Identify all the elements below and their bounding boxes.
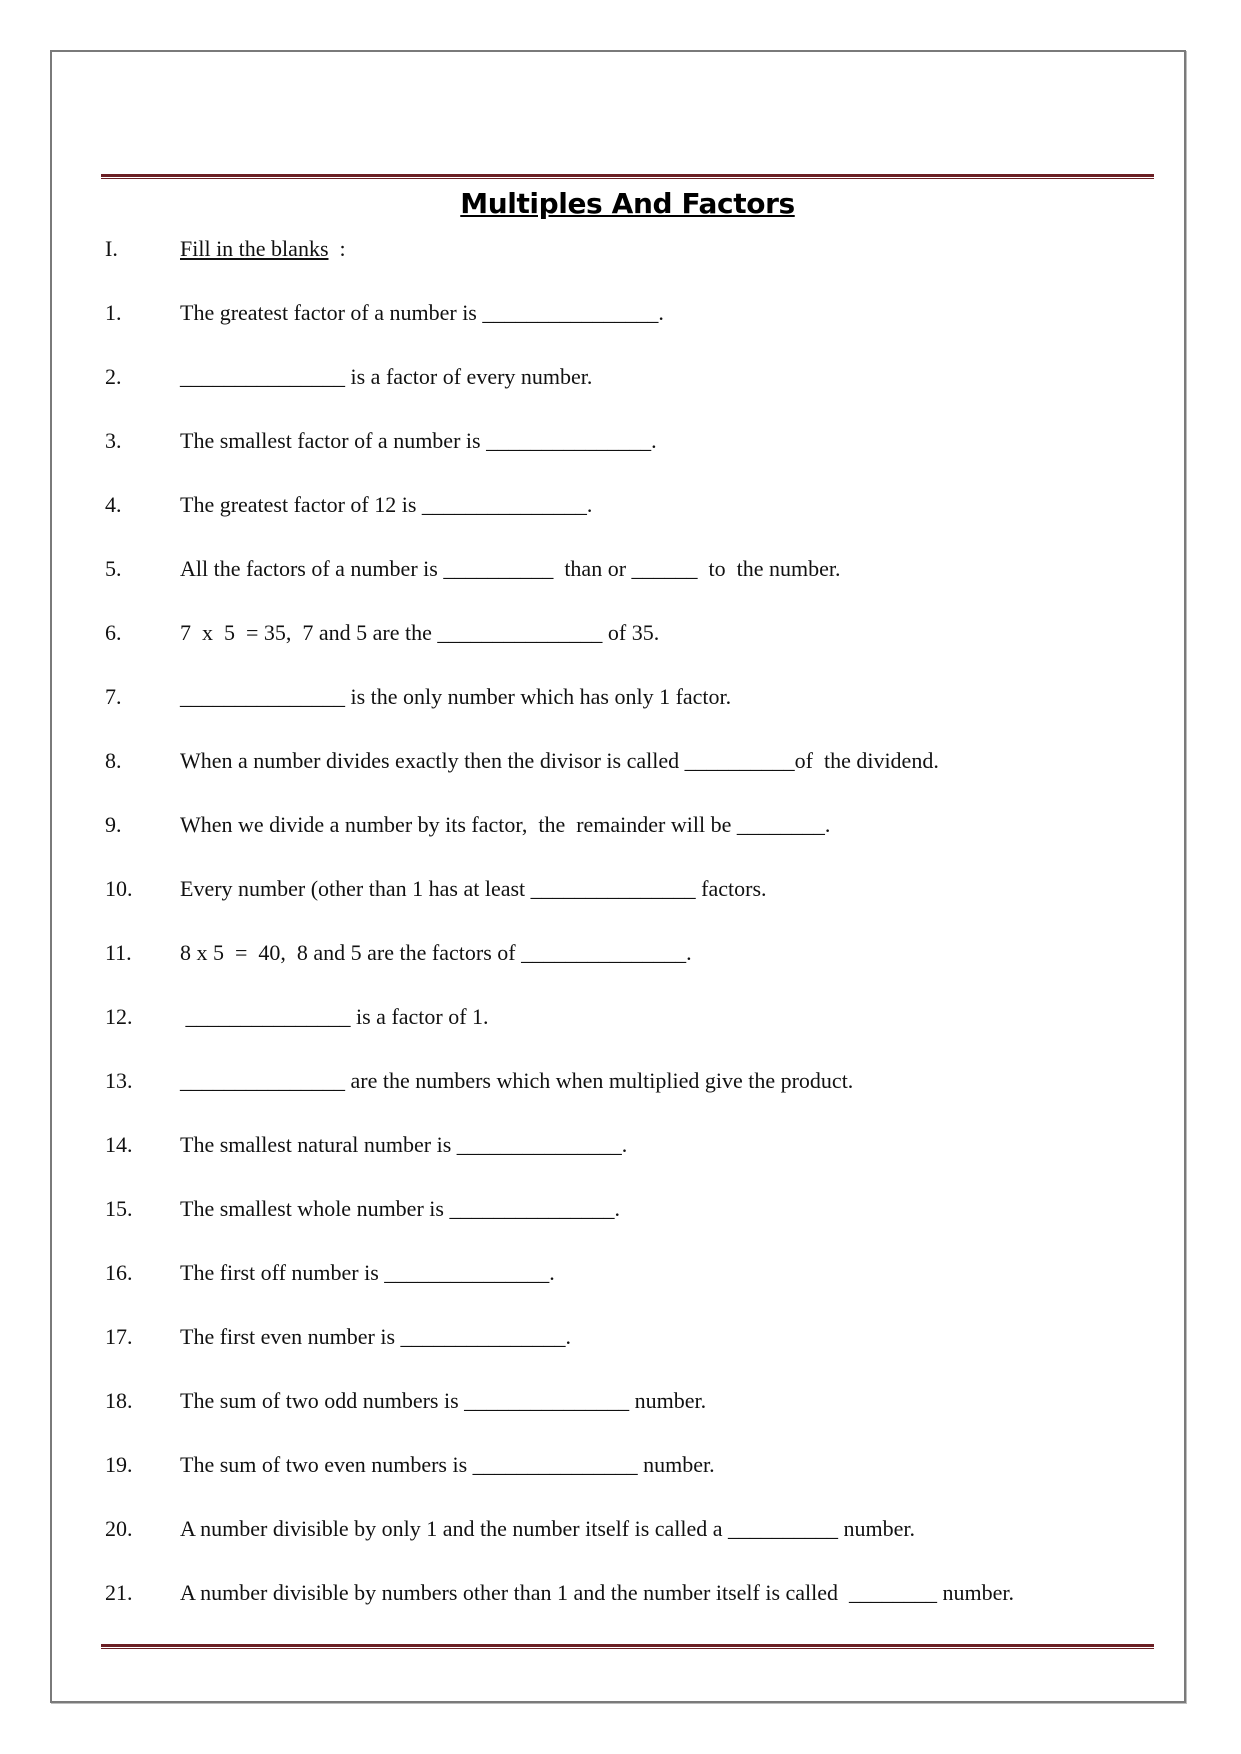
- question-text: Every number (other than 1 has at least _______________ factors.: [180, 876, 767, 901]
- question-text: The smallest factor of a number is _______________.: [180, 428, 657, 453]
- question-text: When we divide a number by its factor, the remainder will be ________.: [180, 812, 831, 837]
- question-text: The greatest factor of 12 is _______________.: [180, 492, 593, 517]
- question-number: 13.: [105, 1068, 133, 1093]
- question-text: _______________ is a factor of 1.: [180, 1004, 489, 1029]
- question-item: [105, 1004, 1165, 1068]
- question-item: [105, 300, 1165, 364]
- question-number: 15.: [105, 1196, 133, 1221]
- question-item: [105, 1260, 1165, 1324]
- question-item: [105, 556, 1165, 620]
- question-item: [105, 1452, 1165, 1516]
- question-item: [105, 1068, 1165, 1132]
- question-text: A number divisible by numbers other than 1 and the number itself is called ________ number.: [180, 1580, 1015, 1605]
- question-item: [105, 492, 1165, 556]
- question-text: When a number divides exactly then the divisor is called __________of the dividend.: [180, 748, 939, 773]
- question-number: 20.: [105, 1516, 133, 1541]
- question-number: 2.: [105, 364, 122, 389]
- question-number: 1.: [105, 300, 122, 325]
- question-number: 9.: [105, 812, 122, 837]
- question-item: [105, 1196, 1165, 1260]
- question-number: 6.: [105, 620, 122, 645]
- page-title: Multiples And Factors: [460, 187, 795, 220]
- question-text: The smallest natural number is _______________.: [180, 1132, 628, 1157]
- question-text: The sum of two even numbers is _______________ number.: [180, 1452, 715, 1477]
- question-number: 5.: [105, 556, 122, 581]
- question-item: [105, 876, 1165, 940]
- question-number: 16.: [105, 1260, 133, 1285]
- question-number: 10.: [105, 876, 133, 901]
- question-number: 11.: [105, 940, 132, 965]
- footer-rule: [101, 1644, 1154, 1649]
- question-item: [105, 748, 1165, 812]
- question-item: [105, 1132, 1165, 1196]
- question-number: 18.: [105, 1388, 133, 1413]
- question-text: _______________ are the numbers which when multiplied give the product.: [180, 1068, 854, 1093]
- question-number: 4.: [105, 492, 122, 517]
- question-number: 17.: [105, 1324, 133, 1349]
- question-text: The first off number is _______________.: [180, 1260, 555, 1285]
- question-text: The smallest whole number is _______________.: [180, 1196, 620, 1221]
- question-item: [105, 1580, 1165, 1644]
- question-number: 12.: [105, 1004, 133, 1029]
- question-item: [105, 620, 1165, 684]
- question-number: 8.: [105, 748, 122, 773]
- question-text: The first even number is _______________.: [180, 1324, 572, 1349]
- question-item: [105, 684, 1165, 748]
- question-text: 7 x 5 = 35, 7 and 5 are the _______________ of 35.: [180, 620, 660, 645]
- question-text: The sum of two odd numbers is _______________ number.: [180, 1388, 707, 1413]
- question-text: A number divisible by only 1 and the number itself is called a __________ number.: [180, 1516, 916, 1541]
- section-suffix: :: [328, 236, 346, 261]
- question-text: All the factors of a number is __________ than or ______ to the number.: [180, 556, 841, 581]
- question-text: The greatest factor of a number is ________________.: [180, 300, 664, 325]
- section-heading: [105, 236, 346, 262]
- question-number: 14.: [105, 1132, 133, 1157]
- question-text: _______________ is the only number which has only 1 factor.: [180, 684, 732, 709]
- question-item: [105, 940, 1165, 1004]
- question-text: _______________ is a factor of every number.: [180, 364, 593, 389]
- question-item: [105, 1388, 1165, 1452]
- question-number: 21.: [105, 1580, 133, 1605]
- question-number: 7.: [105, 684, 122, 709]
- question-item: [105, 1516, 1165, 1580]
- question-list: [105, 300, 1165, 1644]
- section-label: Fill in the blanks: [180, 236, 329, 261]
- question-number: 3.: [105, 428, 122, 453]
- question-text: 8 x 5 = 40, 8 and 5 are the factors of _______________.: [180, 940, 692, 965]
- question-number: 19.: [105, 1452, 133, 1477]
- question-item: [105, 428, 1165, 492]
- question-item: [105, 812, 1165, 876]
- question-item: [105, 1324, 1165, 1388]
- section-number: I.: [105, 236, 118, 261]
- question-item: [105, 364, 1165, 428]
- header-rule: [101, 174, 1154, 179]
